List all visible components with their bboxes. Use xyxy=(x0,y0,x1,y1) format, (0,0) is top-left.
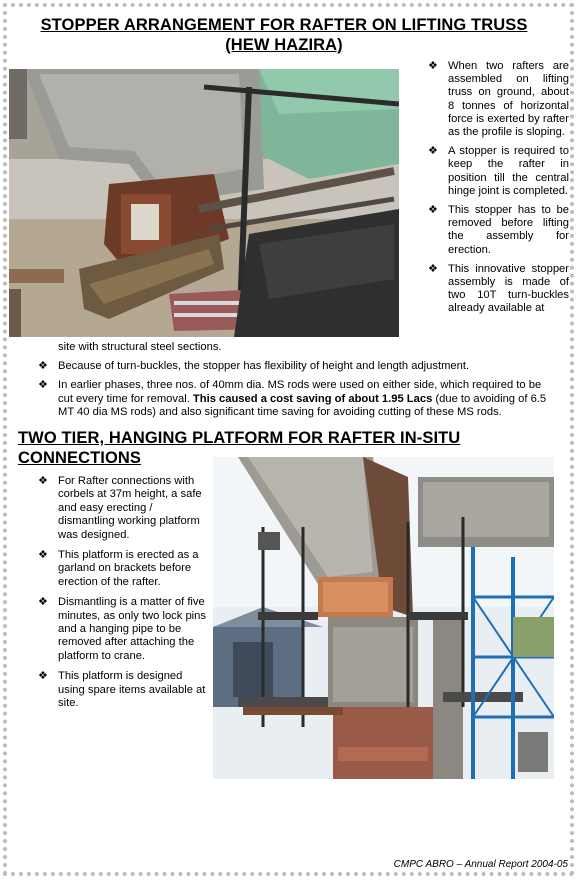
diamond-bullet-icon: ❖ xyxy=(428,145,438,158)
list-item xyxy=(424,204,569,257)
bullet-text: This platform is erected as a garland on brackets before erection of the rafter. xyxy=(58,549,199,588)
diamond-bullet-icon: ❖ xyxy=(38,475,48,487)
bullet-text: This stopper has to be removed before lifting the assembly for erection. xyxy=(448,204,569,256)
list-item xyxy=(38,360,558,373)
diamond-bullet-icon: ❖ xyxy=(38,596,48,609)
bullet-text: For Rafter connections with corbels at 37m height, a safe and easy erecting / dismantling working platform was designed. xyxy=(58,475,202,541)
diamond-bullet-icon: ❖ xyxy=(38,549,48,562)
section1-title: STOPPER ARRANGEMENT FOR RAFTER ON LIFTING TRUSS (HEW HAZIRA) xyxy=(40,16,528,54)
bullet-continuation: site with structural steel sections. xyxy=(58,341,222,353)
list-item xyxy=(424,145,569,198)
diamond-bullet-icon: ❖ xyxy=(38,360,48,372)
diamond-bullet-icon: ❖ xyxy=(428,204,438,217)
list-item xyxy=(38,670,208,710)
list-item xyxy=(38,379,558,419)
report-footer: CMPC ABRO – Annual Report 2004-05 xyxy=(393,859,568,870)
cost-saving-highlight: This caused a cost saving of about 1.95 Lacs xyxy=(192,392,433,405)
diamond-bullet-icon: ❖ xyxy=(428,60,438,72)
list-item xyxy=(38,596,208,663)
platform-photo xyxy=(213,457,554,779)
bullet-text: Because of turn-buckles, the stopper has flexibility of height and length adjustment. xyxy=(58,360,470,372)
section1-full-bullets xyxy=(38,360,558,426)
bullet-text: (due to avoiding of 6.5 MT 40 dia MS rods) and also significant time saving for avoiding cutting of these MS rods. xyxy=(58,392,547,419)
list-item xyxy=(424,263,569,316)
bullet-text: In earlier phases, three nos. of 40mm dia. MS rods were used on either side, which required to be cut every time for removal. xyxy=(58,379,542,405)
diamond-bullet-icon: ❖ xyxy=(38,379,48,392)
list-item xyxy=(38,475,208,542)
bullet-text: A stopper is required to keep the rafter in position till the central hinge joint is completed. xyxy=(448,145,569,197)
list-item xyxy=(424,60,569,139)
bullet-text: Dismantling is a matter of five minutes, as only two lock pins and a hanging pipe to be removed after attaching the platform to crane. xyxy=(58,596,206,662)
bullet-text: This innovative stopper assembly is made of two 10T turn-buckles already available at xyxy=(448,262,569,315)
bullet-text: When two rafters are assembled on lifting truss on ground, about 8 tonnes of horizontal force is exerted by rafter as the profile is sloping. xyxy=(448,60,569,139)
diamond-bullet-icon: ❖ xyxy=(428,262,438,275)
section2-bullets xyxy=(38,475,208,718)
diamond-bullet-icon: ❖ xyxy=(38,670,48,683)
section2-title: TWO TIER, HANGING PLATFORM FOR RAFTER IN-SITU CONNECTIONS xyxy=(18,429,461,467)
stopper-photo xyxy=(9,69,399,337)
bullet-text: This platform is designed using spare items available at site. xyxy=(58,670,206,710)
section1-bullets xyxy=(424,60,569,322)
list-item xyxy=(38,549,208,589)
